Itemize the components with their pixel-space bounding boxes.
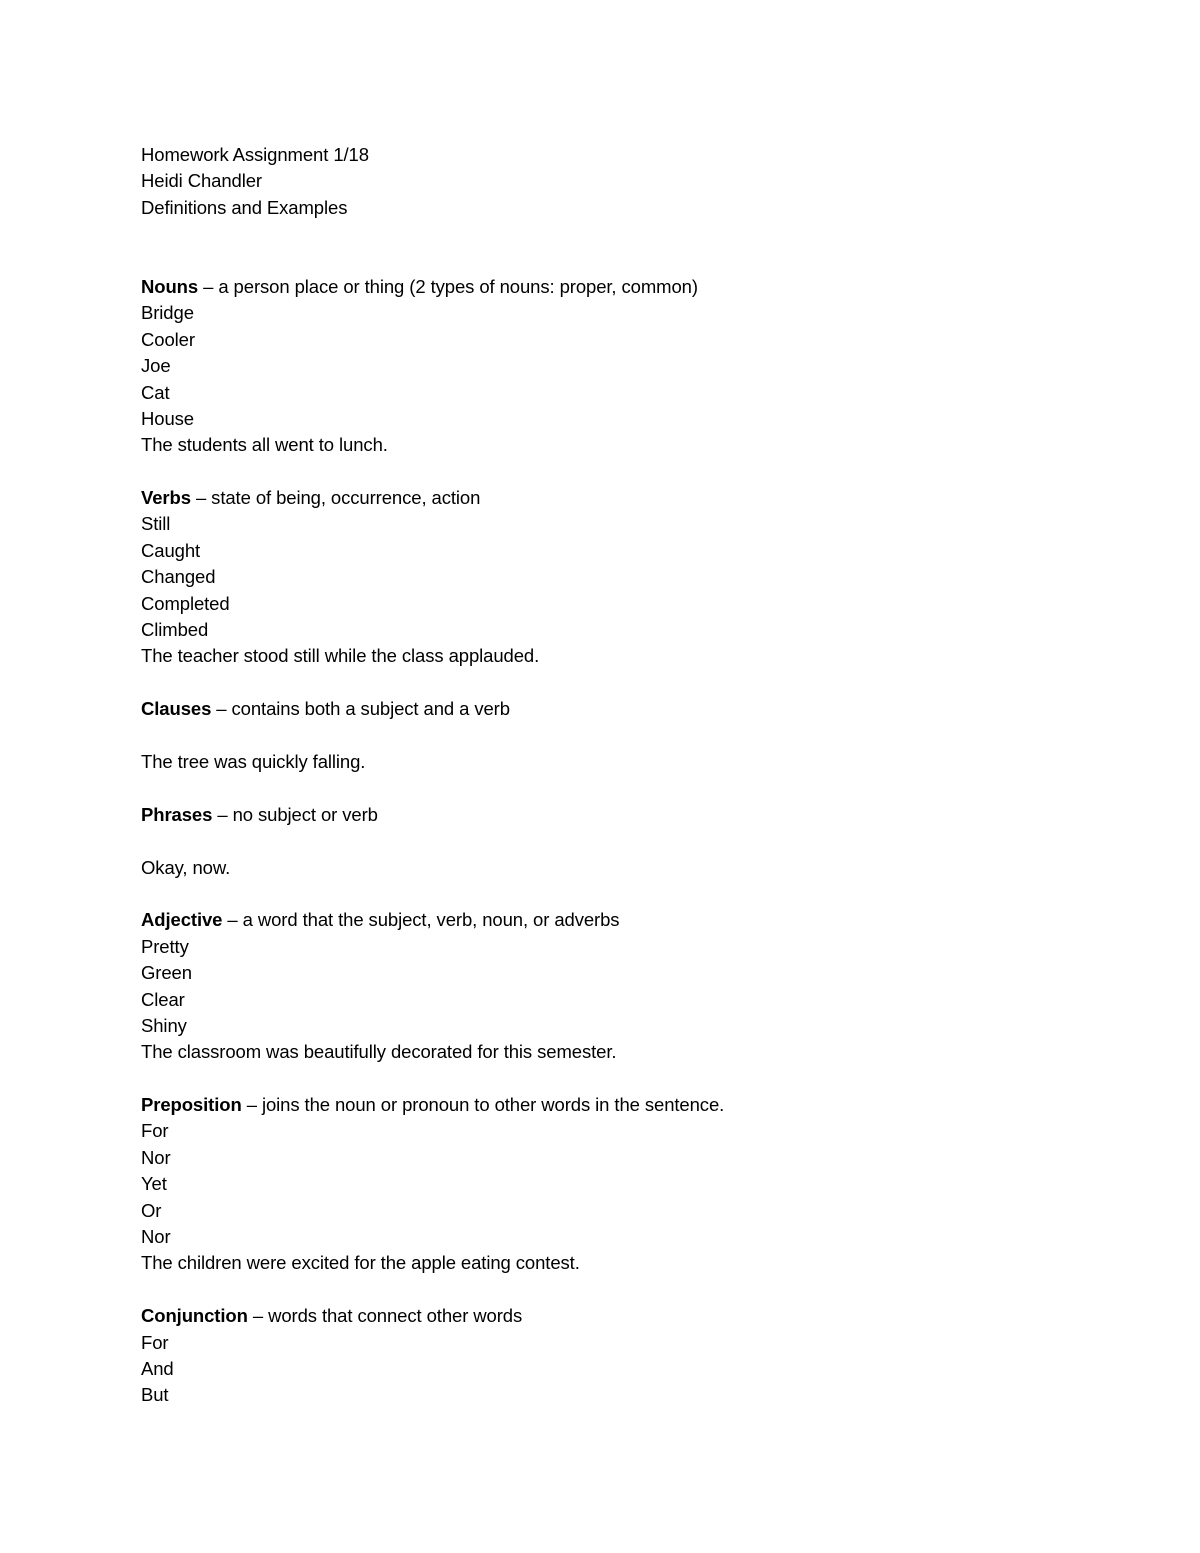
example-word: But [141, 1384, 169, 1406]
document-subtitle: Definitions and Examples [141, 196, 348, 218]
example-word: Nor [141, 1146, 171, 1168]
example-word: And [141, 1357, 174, 1379]
term-definition: – a person place or thing (2 types of nouns: proper, common) [198, 275, 698, 297]
example-word: Still [141, 513, 171, 535]
term-label: Clauses [141, 698, 212, 720]
spacer [141, 723, 1061, 749]
example-word: Pretty [141, 935, 189, 957]
term-definition: – joins the noun or pronoun to other words in the sentence. [241, 1094, 725, 1116]
section-heading-adjective [141, 907, 1061, 933]
spacer [141, 248, 1061, 274]
term-definition: – words that connect other words [247, 1305, 523, 1327]
example-word: For [141, 1331, 169, 1353]
example-word: Clear [141, 988, 185, 1010]
spacer [141, 828, 1061, 854]
example-word: Cat [141, 381, 170, 403]
example-sentence: The tree was quickly falling. [141, 750, 366, 772]
example-word: Cooler [141, 328, 195, 350]
example-word: Changed [141, 566, 216, 588]
term-label: Conjunction [141, 1305, 248, 1327]
term-definition: – contains both a subject and a verb [211, 698, 510, 720]
term-label: Adjective [141, 909, 223, 931]
spacer [141, 221, 1061, 247]
example-word: For [141, 1120, 169, 1142]
section-heading-nouns [141, 274, 1061, 300]
example-word: Yet [141, 1173, 167, 1195]
example-sentence: The classroom was beautifully decorated for this semester. [141, 1041, 617, 1063]
document-title: Homework Assignment 1/18 [141, 144, 369, 165]
term-definition: – no subject or verb [212, 803, 378, 825]
example-word: Climbed [141, 619, 209, 641]
example-word: Or [141, 1199, 162, 1221]
term-label: Preposition [141, 1094, 242, 1116]
example-word: Completed [141, 592, 230, 614]
example-sentence: The children were excited for the apple eating contest. [141, 1252, 580, 1274]
example-word: Bridge [141, 302, 194, 324]
term-definition: – a word that the subject, verb, noun, or adverbs [222, 909, 620, 931]
section-heading-conjunction [141, 1303, 1061, 1329]
spacer [141, 1277, 1061, 1303]
example-sentence: The teacher stood still while the class applauded. [141, 645, 540, 667]
example-sentence: Okay, now. [141, 856, 231, 878]
section-heading-verbs [141, 485, 1061, 511]
section-heading-phrases [141, 802, 1061, 828]
section-heading-clauses [141, 696, 1061, 722]
example-word: Joe [141, 355, 171, 377]
example-word: House [141, 407, 194, 429]
term-definition: – state of being, occurrence, action [190, 487, 481, 509]
term-label: Phrases [141, 803, 213, 825]
author-name: Heidi Chandler [141, 170, 262, 192]
spacer [141, 775, 1061, 801]
example-word: Caught [141, 539, 201, 561]
example-word: Shiny [141, 1014, 187, 1036]
term-label: Verbs [141, 487, 191, 509]
spacer [141, 1066, 1061, 1092]
spacer [141, 670, 1061, 696]
spacer [141, 459, 1061, 485]
example-word: Nor [141, 1226, 171, 1248]
term-label: Nouns [141, 275, 199, 297]
document-page [141, 142, 1061, 1409]
section-heading-preposition [141, 1092, 1061, 1118]
example-sentence: The students all went to lunch. [141, 434, 388, 456]
example-word: Green [141, 962, 192, 984]
spacer [141, 881, 1061, 907]
